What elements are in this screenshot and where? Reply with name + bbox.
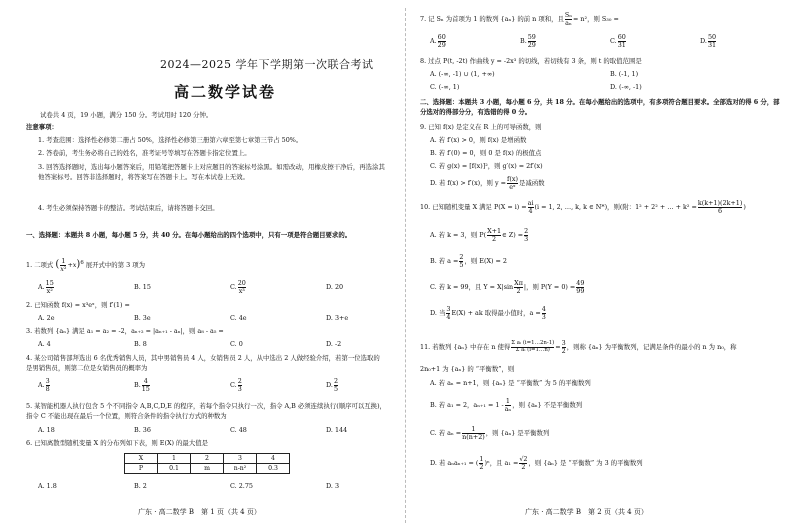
exam-title: 2024—2025 学年下学期第一次联合考试 bbox=[160, 58, 374, 71]
question-11-stem: 11. 若数列 {aₙ} 中存在 n 使得 $\frac{\text{Σ aᵢ (i=1…2n-1)}}{\text{Σ aᵢ (i=1…n)}}$ = $\frac{3}{2}$ ，则称 {aₙ} 为平衡数列，记满足条件的最小的 n 为 n₀，称 bbox=[420, 339, 737, 355]
note-item: 1. 考查范围：选择性必修第二册占 50%，选择性必修第三册第六章至第七章第三节占 50%。 bbox=[38, 136, 303, 144]
q9-option-c: C. 若 g(x) = [f(x)]²，则 g′(x) = 2f′(x) bbox=[430, 162, 543, 170]
question-10-stem: 10. 已知随机变量 X 满足 P(X = i) = $\frac{ai}{4}$ (i = 1, 2, …, k, k ∈ N*)，则(附：1² + 2² + … + k² = $\frac{k(k+1)(2k+1)}{6}$ ) bbox=[420, 199, 746, 215]
q2-option-a: A. 2e bbox=[38, 314, 55, 322]
table-cell: X bbox=[125, 454, 158, 464]
q1-binomial-fraction: $\frac{1}{\text{x²}}$ bbox=[60, 257, 67, 273]
q4-option-c: C. $\frac{2}{3}$ bbox=[230, 377, 242, 393]
table-cell: 3 bbox=[224, 454, 257, 464]
question-4-stem: 4. 某公司销售部拜选出 6 名优秀销售人员，其中男销售员 4 人，女销售员 2 人，从中选出 2 人做经验介绍，若第一位选取的是男销售员，则第二位是女销售员的概率为 bbox=[26, 354, 380, 372]
q11-option-a: A. 若 aₙ = n+1，则 {aₙ} 是 “平衡数” 为 5 的平衡数列 bbox=[430, 379, 591, 387]
q3-option-d: D. -2 bbox=[326, 340, 342, 348]
distribution-table bbox=[124, 453, 290, 474]
q3-option-b: B. 8 bbox=[134, 340, 147, 348]
footer-left: 广东 · 高二数学 B 第 1 页（共 4 页） bbox=[138, 508, 261, 516]
question-7-stem: 7. 记 Sₙ 为首项为 1 的数列 {aₙ} 的前 n 项和，且 $\frac{\text{Sₙ}}{\text{aₙ}}$ = n²，则 S₃₀ = bbox=[420, 11, 619, 27]
q2-option-d: D. 3+e bbox=[326, 314, 349, 322]
q7-option-d: D. $\frac{50}{31}$ bbox=[700, 33, 717, 49]
q5-option-d: D. 144 bbox=[326, 426, 348, 434]
q6-option-a: A. 1.8 bbox=[38, 482, 57, 490]
q1-option-d: D. 20 bbox=[326, 283, 344, 291]
q2-option-c: C. 4e bbox=[230, 314, 247, 322]
table-cell: 2 bbox=[191, 454, 224, 464]
q11-option-c: C. 若 aₙ = $\frac{1}{n(n+2)}$ ，则 {aₙ} 是平衡数列 bbox=[430, 425, 550, 441]
question-6-stem: 6. 已知离散型随机变量 X 的分布列如下表，则 E(X) 的最大值是 bbox=[26, 439, 208, 447]
q1-stem-b: 展开式中的第 3 项为 bbox=[85, 261, 146, 270]
q6-option-c: C. 2.75 bbox=[230, 482, 253, 490]
q1-option-a: A. $\frac{15}{\text{x²}}$ bbox=[38, 279, 54, 295]
q10-option-c: C. 若 k = 99，且 Y = X|sin $\frac{X\pi}{2}$ |，则 P(Y = 0) = $\frac{49}{99}$ bbox=[430, 279, 585, 295]
q4-option-d: D. $\frac{2}{5}$ bbox=[326, 377, 339, 393]
q9-option-b: B. 若 f′(0) = 0，则 0 是 f(x) 的极值点 bbox=[430, 149, 542, 157]
q11-option-b: B. 若 a₁ = 2，aₙ₊₁ = 1 - $\frac{1}{\text{aₙ}}$ ，则 {aₙ} 不是平衡数列 bbox=[430, 397, 583, 413]
q5-option-b: B. 36 bbox=[134, 426, 151, 434]
table-cell: P bbox=[125, 464, 158, 474]
question-9-stem: 9. 已知 f(x) 是定义在 R 上的可导函数，则 bbox=[420, 123, 542, 131]
table-cell: m bbox=[191, 464, 224, 474]
note-item: 2. 答卷前，考生务必将自己的姓名，准考证号等填写在答题卡指定位置上。 bbox=[38, 149, 251, 157]
table-cell: 0.3 bbox=[257, 464, 290, 474]
question-3-stem: 3. 若数列 {aₙ} 满足 a₁ = a₂ = -2，aₙ₊₂ = |aₙ₊₁ - aₙ|，则 a₈ - a₅ = bbox=[26, 327, 224, 335]
table-row bbox=[125, 464, 290, 474]
q4-option-a: A. $\frac{3}{8}$ bbox=[38, 377, 50, 393]
table-row bbox=[125, 454, 290, 464]
q7-option-b: B. $\frac{59}{29}$ bbox=[520, 33, 536, 49]
q9-option-d: D. 若 f(x) > f′(x)，则 y = $\frac{f(x)}{\text{eˣ}}$ 是减函数 bbox=[430, 175, 545, 191]
q10-option-a: A. 若 k = 3，则 P( $\frac{X+1}{2}$ ∈ Z) = $\frac{2}{3}$ bbox=[430, 227, 529, 243]
q8-option-c: C. (-∞, 1) bbox=[430, 83, 460, 91]
section1-heading: 一、选择题：本题共 8 小题，每小题 5 分，共 40 分。在每小题给出的四个选项中，只有一项是符合题目要求的。 bbox=[26, 231, 352, 239]
column-divider bbox=[405, 8, 406, 523]
q7-option-a: A. $\frac{60}{29}$ bbox=[430, 33, 446, 49]
q8-option-b: B. (-1, 1) bbox=[610, 70, 639, 78]
q2-option-b: B. 3e bbox=[134, 314, 151, 322]
section2-heading: 二、选择题：本题共 3 小题，每小题 6 分，共 18 分。在每小题给出的选项中，有多项符合题目要求。全部选对的得 6 分，部分选对的得部分分，有选错的得 0 分。 bbox=[420, 98, 780, 116]
q6-option-b: B. 2 bbox=[134, 482, 147, 490]
q6-option-d: D. 3 bbox=[326, 482, 340, 490]
question-11-stem-2: 2n₀+1 为 {aₙ} 的 “平衡数”，则 bbox=[420, 365, 515, 373]
q7-option-c: C. $\frac{60}{31}$ bbox=[610, 33, 626, 49]
q9-option-a: A. 若 f′(x) > 0，则 f(x) 是增函数 bbox=[430, 136, 527, 144]
q3-option-c: C. 0 bbox=[230, 340, 243, 348]
question-2-stem: 2. 已知函数 f(x) = x³eˣ，则 f′(1) = bbox=[26, 301, 130, 309]
question-8-stem: 8. 过点 P(t, -2t) 作曲线 y = -2x³ 的切线，若切线有 3 条，则 t 的取值范围是 bbox=[420, 57, 642, 65]
q4-option-b: B. $\frac{4}{15}$ bbox=[134, 377, 150, 393]
q10-option-b: B. 若 a = $\frac{2}{5}$ ，则 E(X) = 2 bbox=[430, 253, 507, 269]
q5-option-c: C. 48 bbox=[230, 426, 247, 434]
note-item: 4. 考生必须保持答题卡的整洁。考试结束后，请将答题卡交回。 bbox=[38, 204, 219, 212]
q1-option-b: B. 15 bbox=[134, 283, 151, 291]
q8-option-d: D. (-∞, -1) bbox=[610, 83, 642, 91]
notes-heading: 注意事项： bbox=[26, 123, 58, 131]
q1-option-c: C. $\frac{20}{\text{x³}}$ bbox=[230, 279, 246, 295]
q1-stem-a: 1. 二项式 bbox=[26, 261, 54, 270]
q3-option-a: A. 4 bbox=[38, 340, 51, 348]
q11-option-d: D. 若 aₙaₙ₊₁ = ( $\frac{1}{2}$ )ⁿ，且 a₁ = $\frac{√2}{2}$ ，则 {aₙ} 是 “平衡数” 为 3 的平衡数列 bbox=[430, 455, 643, 471]
question-1-stem: 1. 二项式 ( $\frac{1}{\text{x²}}$ +x)$^6$ 展开式中的第 3 项为 bbox=[26, 257, 146, 273]
question-5-stem: 5. 某智能机器人执行包含 5 个不同指令 A,B,C,D,E 的程序，若每个指令只执行一次，指令 A,B 必须连续执行(顺序可以互换)，指令 C 不能出现在最后一个位置，则符合条件的指令执行方式的种数为 bbox=[26, 402, 386, 420]
exam-info: 试卷共 4 页，19 小题，满分 150 分。考试用时 120 分钟。 bbox=[40, 111, 213, 119]
table-cell: 1 bbox=[158, 454, 191, 464]
subject-title: 高二数学试卷 bbox=[174, 83, 277, 101]
table-cell: 0.1 bbox=[158, 464, 191, 474]
table-cell: n-n² bbox=[224, 464, 257, 474]
q5-option-a: A. 18 bbox=[38, 426, 55, 434]
q8-option-a: A. (-∞, -1) ∪ (1, +∞) bbox=[430, 70, 495, 78]
footer-right: 广东 · 高二数学 B 第 2 页（共 4 页） bbox=[525, 508, 648, 516]
table-cell: 4 bbox=[257, 454, 290, 464]
note-item: 3. 回答选择题时，选出每小题答案后，用铅笔把答题卡上对应题目的答案标号涂黑。如需改动，用橡皮擦干净后，再选涂其他答案标号。回答非选择题时，将答案写在答题卡上。写在本试卷上无效。 bbox=[38, 163, 385, 181]
q10-option-d: D. 当 $\frac{3}{4}$ E(X) + ak 取得最小值时，a = $\frac{4}{3}$ bbox=[430, 305, 546, 321]
